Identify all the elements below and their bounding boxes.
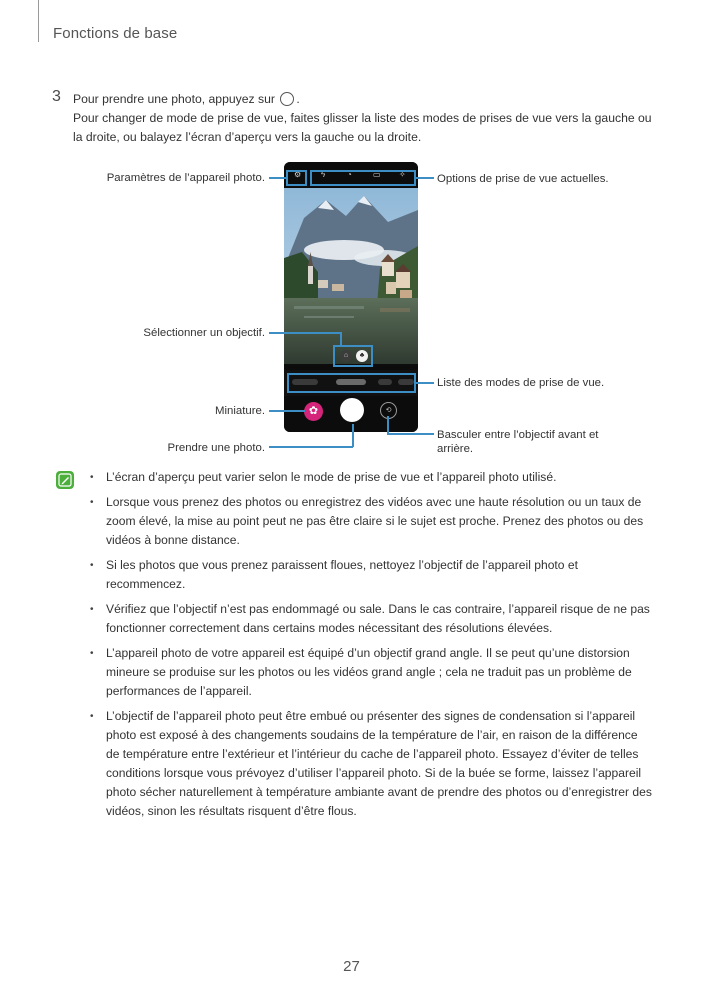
callout-line <box>416 177 434 179</box>
callout-line <box>269 332 341 334</box>
step-number: 3 <box>52 88 61 105</box>
step-line-2: Pour changer de mode de prise de vue, faites glisser la liste des modes de prises de vue vers la gauche ou la droite, ou balayez l’écran d’aperçu vers la gauche ou la droite. <box>73 111 652 144</box>
camera-preview[interactable] <box>284 188 418 364</box>
options-highlight <box>310 170 416 186</box>
step-instructions <box>73 90 663 147</box>
callout-line <box>340 332 342 345</box>
callout-line <box>387 416 389 434</box>
flash-icon[interactable]: ϟ <box>321 170 326 179</box>
label-thumbnail: Miniature. <box>214 405 265 417</box>
note-pencil-icon <box>56 471 74 489</box>
ratio-icon[interactable]: ▭ <box>373 170 381 179</box>
label-take-photo: Prendre une photo. <box>167 442 265 454</box>
note-item: • Vérifiez que l’objectif n’est pas endommagé ou sale. Dans le cas contraire, l’appareil risque de ne pas fonctionner correctement dans certains modes nécessitant des résolutions élevées. <box>88 600 653 638</box>
timer-icon[interactable]: ◔ <box>347 170 352 179</box>
callout-line <box>269 177 286 179</box>
label-camera-settings: Paramètres de l’appareil photo. <box>106 172 265 184</box>
notes-list <box>88 468 653 827</box>
camera-bottom-bar <box>284 396 418 432</box>
note-item: • Si les photos que vous prenez paraissent floues, nettoyez l’objectif de l’appareil photo et recommencez. <box>88 556 653 594</box>
preview-landscape-image <box>284 188 418 364</box>
label-switch-camera: Basculer entre l’objectif avant et arrière. <box>437 429 599 455</box>
settings-icon[interactable]: ⚙ <box>294 170 302 179</box>
lens-highlight <box>333 345 373 367</box>
callout-line <box>416 382 434 384</box>
settings-highlight <box>286 170 307 186</box>
effects-icon[interactable]: ✧ <box>399 170 406 179</box>
note-item: • L’objectif de l’appareil photo peut être embué ou présenter des signes de condensation si l’appareil photo est exposé à des changements soudains de la température de l’air, en raison de la différence de température entre l’extérieur et l’intérieur du cache de l’appareil photo. Essayez d’éviter de telles conditions lorsque vous prévoyez d’utiliser l’appareil photo. Si de la buée se forme, laissez l’appareil photo sécher naturellement à température ambiante avant de prendre des photos ou d’enregistrer des vidéos, sinon les résultats risquent d’être flous. <box>88 707 653 821</box>
note-item: • L’écran d’aperçu peut varier selon le mode de prise de vue et l’appareil photo utilisé. <box>88 468 653 487</box>
note-pencil-glyph <box>56 471 74 489</box>
step-line-1 <box>73 90 663 109</box>
lens-wide-icon[interactable]: ⌂ <box>340 350 352 362</box>
label-select-lens: Sélectionner un objectif. <box>143 327 265 339</box>
callout-line <box>269 410 305 412</box>
modes-highlight <box>287 373 416 393</box>
header-divider <box>38 0 39 42</box>
shutter-button[interactable] <box>340 398 364 422</box>
thumbnail-flower-icon[interactable]: ✿ <box>304 402 323 421</box>
label-current-options: Options de prise de vue actuelles. <box>437 173 609 185</box>
callout-line <box>387 433 434 435</box>
note-item: • L’appareil photo de votre appareil est équipé d’un objectif grand angle. Il se peut qu’une distorsion mineure se produise sur les photos ou les vidéos grand angle ; cela ne traduit pas un problème de performances de l’appareil. <box>88 644 653 701</box>
section-title: Fonctions de base <box>53 25 178 42</box>
label-mode-list: Liste des modes de prise de vue. <box>437 377 605 389</box>
step-line-1-end: . <box>296 92 300 106</box>
callout-line <box>352 424 354 447</box>
note-item: • Lorsque vous prenez des photos ou enregistrez des vidéos avec une haute résolution ou un taux de zoom élevé, la mise au point peut ne pas être claire si le sujet est proche. Prenez des photos ou des vidéos à bonne distance. <box>88 493 653 550</box>
shutter-button-icon <box>280 92 294 106</box>
lens-tree-icon[interactable]: ♣ <box>356 350 368 362</box>
page-number: 27 <box>343 958 360 975</box>
step-line-1-text: Pour prendre une photo, appuyez sur <box>73 92 275 106</box>
switch-camera-icon[interactable]: ⟲ <box>380 402 397 419</box>
callout-line <box>269 446 353 448</box>
